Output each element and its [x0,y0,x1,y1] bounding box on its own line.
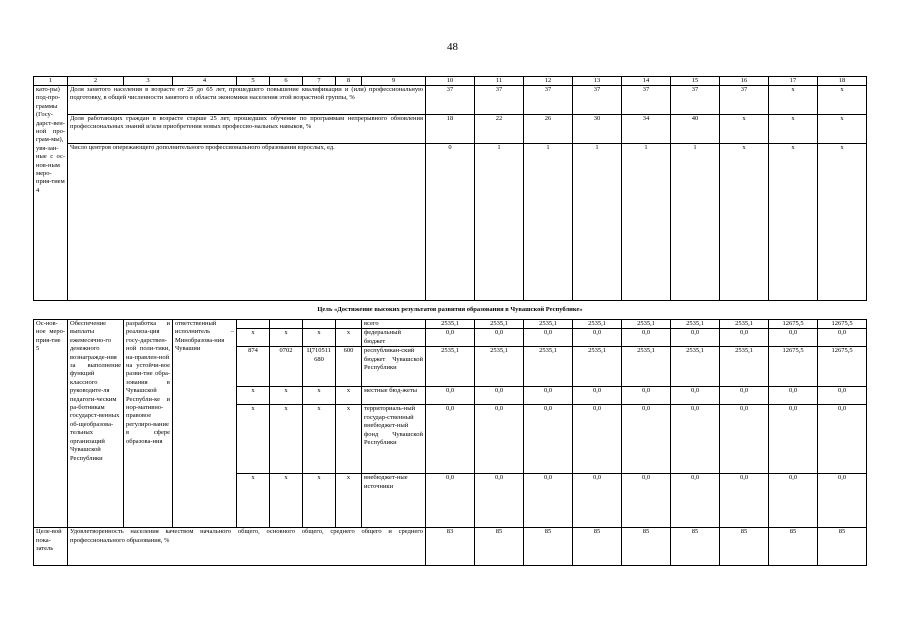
value-cell: 37 [524,86,573,115]
table-body [34,77,867,566]
header-cell: 1 [34,77,68,86]
header-cell: 12 [524,77,573,86]
value-cell: 0,0 [818,405,867,474]
header-cell: 3 [124,77,173,86]
indicator-row [34,86,867,115]
value-cell: 2535,1 [622,347,671,387]
indicator-row [34,144,867,301]
target-row [34,528,867,566]
value-cell: 0,0 [671,474,720,528]
header-cell: 4 [173,77,237,86]
code-cell: x [237,405,270,474]
value-cell: 1 [671,144,720,301]
activity-label: Ос-нов-ное меро-прия-тие 5 [34,320,68,528]
indicator-text: Число центров опережающего дополнительного профессионального образования взрослых, ед. [68,144,426,301]
value-cell: 37 [622,86,671,115]
value-cell: 0,0 [426,474,475,528]
value-cell: 37 [426,86,475,115]
value-cell: 37 [475,86,524,115]
value-cell: 85 [622,528,671,566]
value-cell: 0,0 [720,405,769,474]
value-cell: 2535,1 [720,320,769,329]
activity-description: Обеспечение выплаты ежемесячно-го денежного вознагражде-ния за выполнение функций классного руководите-ля педагоги-ческим ра-ботникам государст-венных об-щеобразова-тельных организаций Чувашской Республики [68,320,124,528]
value-cell: x [769,86,818,115]
header-cell: 14 [622,77,671,86]
page-number: 48 [447,41,458,53]
target-text: Удовлетворенность населения качеством начального общего, основного общего, среднего общего и среднего профессионального образования, % [68,528,426,566]
value-cell: 0,0 [524,474,573,528]
code-cell: Ц710511 680 [303,347,336,387]
value-cell: 12675,5 [818,320,867,329]
code-cell: x [336,387,362,405]
indicator-row [34,115,867,144]
value-cell: 40 [671,115,720,144]
value-cell: x [720,115,769,144]
value-cell: 2535,1 [573,320,622,329]
value-cell: 0,0 [524,405,573,474]
value-cell: 0,0 [475,329,524,347]
value-cell: 1 [524,144,573,301]
value-cell: 0,0 [573,474,622,528]
code-cell: 874 [237,347,270,387]
finance-row [34,320,867,329]
value-cell: 0 [426,144,475,301]
value-cell: 85 [524,528,573,566]
value-cell: 37 [671,86,720,115]
header-cell: 6 [270,77,303,86]
code-cell: x [303,329,336,347]
value-cell: 0,0 [573,387,622,405]
value-cell: 37 [573,86,622,115]
value-cell: 12675,5 [769,347,818,387]
value-cell: 0,0 [622,405,671,474]
value-cell: 0,0 [769,405,818,474]
value-cell: 0,0 [622,387,671,405]
code-cell [237,320,270,329]
value-cell: 12675,5 [769,320,818,329]
code-cell: x [336,405,362,474]
value-cell: 85 [573,528,622,566]
header-cell: 13 [573,77,622,86]
header-cell: 11 [475,77,524,86]
value-cell: 0,0 [426,405,475,474]
value-cell: 18 [426,115,475,144]
header-cell: 16 [720,77,769,86]
value-cell: 2535,1 [426,347,475,387]
value-cell: 2535,1 [671,320,720,329]
value-cell: 0,0 [720,329,769,347]
header-cell: 9 [362,77,426,86]
value-cell: 0,0 [818,387,867,405]
code-cell [270,320,303,329]
header-cell: 2 [68,77,124,86]
value-cell: 2535,1 [475,347,524,387]
value-cell: 0,0 [818,329,867,347]
value-cell: 0,0 [769,474,818,528]
value-cell: x [818,144,867,301]
value-cell: 34 [622,115,671,144]
target-label: Целе-вой пока-затель [34,528,68,566]
indicators-label: като-ры) под-про-граммы (Госу-дарст-вен-ной про-грам-мы), увя-зан-ные с ос-нов-ным меро-прия-тием 4 [34,86,68,301]
header-cell: 8 [336,77,362,86]
activity-executor: ответственный исполнитель – Минобразова-ния Чувашии [173,320,237,528]
finance-source: территориаль-ный государ-ственный внебюджет-ный фонд Чувашской Республики [362,405,426,474]
code-cell [336,320,362,329]
finance-source: всего [362,320,426,329]
code-cell: x [237,387,270,405]
value-cell: 83 [426,528,475,566]
value-cell: 0,0 [573,329,622,347]
value-cell: 0,0 [769,329,818,347]
goal-row [34,301,867,320]
value-cell: 85 [475,528,524,566]
code-cell: 600 [336,347,362,387]
value-cell: 85 [818,528,867,566]
value-cell: 0,0 [671,405,720,474]
value-cell: x [769,115,818,144]
value-cell: 0,0 [426,329,475,347]
code-cell: x [270,387,303,405]
value-cell: 2535,1 [426,320,475,329]
header-cell: 15 [671,77,720,86]
indicator-text: Доля занятого населения в возрасте от 25 до 65 лет, прошедшего повышение квалификации и (или) профессиональную подготовку, в общей численности занятого в области экономики населения этой возрастной группы, % [68,86,426,115]
value-cell: 85 [671,528,720,566]
header-cell: 7 [303,77,336,86]
header-row [34,77,867,86]
value-cell: 0,0 [622,474,671,528]
value-cell: 2535,1 [475,320,524,329]
header-cell: 17 [769,77,818,86]
finance-source: федеральный бюджет [362,329,426,347]
code-cell: x [336,329,362,347]
code-cell: x [270,405,303,474]
value-cell: 0,0 [475,474,524,528]
code-cell: x [303,405,336,474]
value-cell: 0,0 [720,474,769,528]
indicator-text: Доля работающих граждан в возрасте старше 25 лет, прошедших обучение по программам непрерывного обновления профессиональных знаний и/или приобретения новых профессио-нальных навыков, % [68,115,426,144]
value-cell: x [818,86,867,115]
value-cell: 0,0 [524,329,573,347]
value-cell: 1 [475,144,524,301]
value-cell: 0,0 [622,329,671,347]
header-cell: 18 [818,77,867,86]
code-cell: x [270,474,303,528]
goal-title: Цель «Достижение высоких результатов развития образования в Чувашской Республике» [34,301,867,320]
value-cell: 0,0 [426,387,475,405]
finance-source: местные бюд-жеты [362,387,426,405]
value-cell: 2535,1 [573,347,622,387]
value-cell: 1 [573,144,622,301]
value-cell: 0,0 [524,387,573,405]
code-cell: x [336,474,362,528]
value-cell: x [769,144,818,301]
finance-source: внебюджет-ные источники [362,474,426,528]
code-cell: x [303,387,336,405]
value-cell: 0,0 [475,405,524,474]
value-cell: 0,0 [720,387,769,405]
value-cell: 22 [475,115,524,144]
code-cell: x [237,329,270,347]
value-cell: 0,0 [475,387,524,405]
value-cell: 2535,1 [524,320,573,329]
code-cell [303,320,336,329]
code-cell: x [270,329,303,347]
value-cell: 2535,1 [671,347,720,387]
value-cell: 2535,1 [524,347,573,387]
header-cell: 5 [237,77,270,86]
value-cell: 85 [720,528,769,566]
code-cell: 0702 [270,347,303,387]
code-cell: x [303,474,336,528]
value-cell: 85 [769,528,818,566]
value-cell: 2535,1 [720,347,769,387]
header-cell: 10 [426,77,475,86]
value-cell: 2535,1 [622,320,671,329]
finance-source: республикан-ский бюджет Чувашской Республики [362,347,426,387]
value-cell: 26 [524,115,573,144]
value-cell: 30 [573,115,622,144]
program-table [33,76,867,566]
value-cell: x [818,115,867,144]
value-cell: x [720,144,769,301]
value-cell: 0,0 [573,405,622,474]
value-cell: 37 [720,86,769,115]
value-cell: 12675,5 [818,347,867,387]
value-cell: 0,0 [671,329,720,347]
value-cell: 0,0 [769,387,818,405]
value-cell: 1 [622,144,671,301]
value-cell: 0,0 [671,387,720,405]
activity-goal: разработка и реализа-ция госу-дарствен-ной поли-тики, на-правлен-ной на устойчи-вое разви-тие обра-зования в Чувашской Республи-ке и нор-мативно-правовое регулиро-вание в сфере образова-ния [124,320,173,528]
value-cell: 0,0 [818,474,867,528]
code-cell: x [237,474,270,528]
